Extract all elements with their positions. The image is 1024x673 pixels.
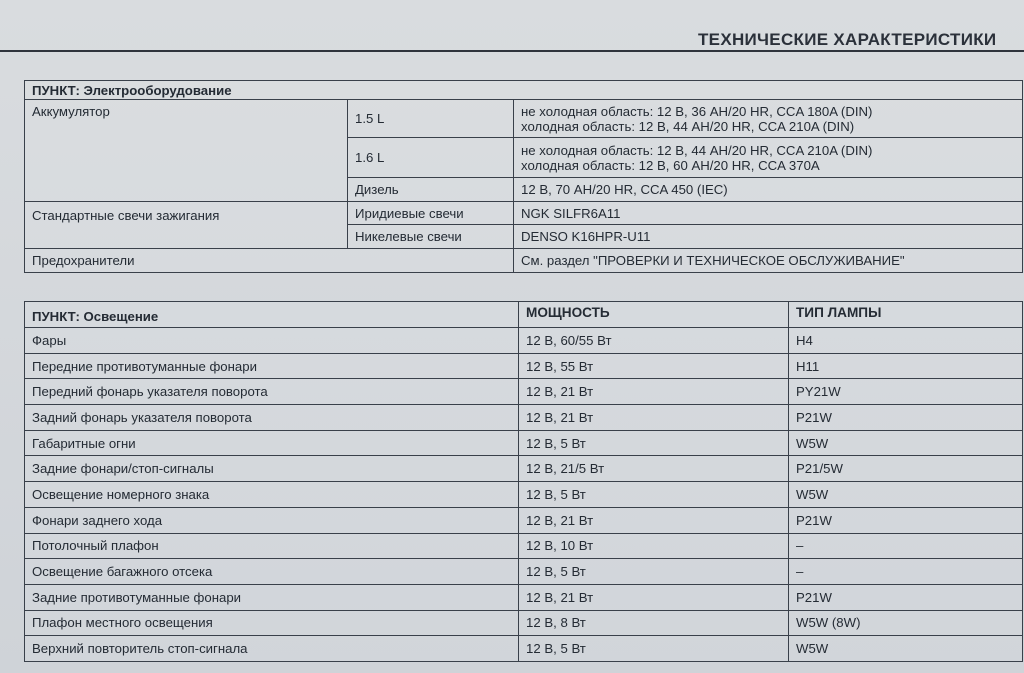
lighting-item-label: Освещение номерного знака (25, 482, 519, 508)
lighting-power-value: 12 В, 55 Вт (519, 353, 789, 379)
table-row (25, 430, 1023, 456)
table-row (25, 100, 1023, 138)
lighting-specs-table (24, 301, 1023, 662)
lighting-item-label: Фонари заднего хода (25, 507, 519, 533)
table-row (25, 249, 1023, 273)
battery-spec: 12 В, 70 AH/20 HR, CCA 450 (IEC) (514, 178, 1023, 202)
lighting-power-value: 12 В, 21 Вт (519, 507, 789, 533)
lighting-power-value: 12 В, 8 Вт (519, 610, 789, 636)
lighting-item-label: Передние противотуманные фонари (25, 353, 519, 379)
battery-spec-line: холодная область: 12 В, 60 AH/20 HR, CCA 370A (521, 157, 820, 173)
lighting-power-value: 12 В, 10 Вт (519, 533, 789, 559)
lighting-lamp-type: W5W (789, 636, 1023, 662)
lighting-power-value: 12 В, 5 Вт (519, 430, 789, 456)
spark-plug-value: NGK SILFR6A11 (514, 202, 1023, 225)
table-row (25, 456, 1023, 482)
lighting-lamp-type: PY21W (789, 379, 1023, 405)
lighting-lamp-type: P21W (789, 405, 1023, 431)
spark-plug-variant: Иридиевые свечи (348, 202, 514, 225)
lighting-lamp-type: – (789, 533, 1023, 559)
lighting-power-value: 12 В, 21/5 Вт (519, 456, 789, 482)
battery-spec (514, 138, 1023, 178)
table-row (25, 405, 1023, 431)
battery-variant: 1.6 L (348, 138, 514, 178)
lighting-item-label: Задние противотуманные фонари (25, 584, 519, 610)
lighting-power-value: 12 В, 60/55 Вт (519, 328, 789, 354)
section-title-lighting: ПУНКТ: Освещение (25, 302, 519, 328)
lighting-lamp-type: H4 (789, 328, 1023, 354)
battery-spec-line: не холодная область: 12 В, 36 AH/20 HR, CCA 180A (DIN) (521, 103, 873, 119)
battery-label: Аккумулятор (25, 100, 348, 202)
lighting-item-label: Передний фонарь указателя поворота (25, 379, 519, 405)
lighting-item-label: Задние фонари/стоп-сигналы (25, 456, 519, 482)
table-row (25, 584, 1023, 610)
lighting-item-label: Задний фонарь указателя поворота (25, 405, 519, 431)
table-row (25, 379, 1023, 405)
lighting-power-value: 12 В, 5 Вт (519, 482, 789, 508)
lighting-lamp-type: P21W (789, 507, 1023, 533)
lighting-lamp-type: P21W (789, 584, 1023, 610)
lighting-item-label: Фары (25, 328, 519, 354)
lighting-lamp-type: H11 (789, 353, 1023, 379)
page-title: ТЕХНИЧЕСКИЕ ХАРАКТЕРИСТИКИ (698, 30, 997, 49)
spark-plug-variant: Никелевые свечи (348, 225, 514, 249)
battery-spec-line: холодная область: 12 В, 44 AH/20 HR, CCA 210A (DIN) (521, 118, 855, 134)
lighting-power-value: 12 В, 21 Вт (519, 379, 789, 405)
table-row (25, 610, 1023, 636)
lighting-power-value: 12 В, 5 Вт (519, 636, 789, 662)
electrical-specs-table (24, 80, 1023, 273)
section-title-electrical: ПУНКТ: Электрооборудование (25, 81, 1023, 100)
battery-variant: 1.5 L (348, 100, 514, 138)
lighting-table-body (25, 302, 1023, 662)
section-header-row (25, 81, 1023, 100)
lighting-power-value: 12 В, 21 Вт (519, 584, 789, 610)
lighting-item-label: Плафон местного освещения (25, 610, 519, 636)
spark-plug-value: DENSO K16HPR-U11 (514, 225, 1023, 249)
lighting-lamp-type: – (789, 559, 1023, 585)
table-row (25, 482, 1023, 508)
lighting-item-label: Верхний повторитель стоп-сигнала (25, 636, 519, 662)
fuses-value: См. раздел "ПРОВЕРКИ И ТЕХНИЧЕСКОЕ ОБСЛУЖИВАНИЕ" (514, 249, 1023, 273)
power-column-header: МОЩНОСТЬ (519, 302, 789, 328)
lighting-item-label: Освещение багажного отсека (25, 559, 519, 585)
lighting-header-row (25, 302, 1023, 328)
table-row (25, 328, 1023, 354)
lighting-power-value: 12 В, 5 Вт (519, 559, 789, 585)
spark-plugs-label: Стандартные свечи зажигания (25, 202, 348, 249)
table-row (25, 559, 1023, 585)
lighting-lamp-type: W5W (8W) (789, 610, 1023, 636)
battery-spec (514, 100, 1023, 138)
table-row (25, 353, 1023, 379)
lighting-lamp-type: W5W (789, 430, 1023, 456)
table-row (25, 636, 1023, 662)
table-row (25, 507, 1023, 533)
table-row (25, 202, 1023, 225)
lighting-item-label: Габаритные огни (25, 430, 519, 456)
lighting-lamp-type: W5W (789, 482, 1023, 508)
table-row (25, 533, 1023, 559)
fuses-label: Предохранители (25, 249, 514, 273)
battery-spec-line: не холодная область: 12 В, 44 AH/20 HR, CCA 210A (DIN) (521, 142, 873, 158)
header-divider (0, 50, 1024, 52)
lighting-item-label: Потолочный плафон (25, 533, 519, 559)
lighting-power-value: 12 В, 21 Вт (519, 405, 789, 431)
lighting-lamp-type: P21/5W (789, 456, 1023, 482)
lamp-type-column-header: ТИП ЛАМПЫ (789, 302, 1023, 328)
battery-variant: Дизель (348, 178, 514, 202)
